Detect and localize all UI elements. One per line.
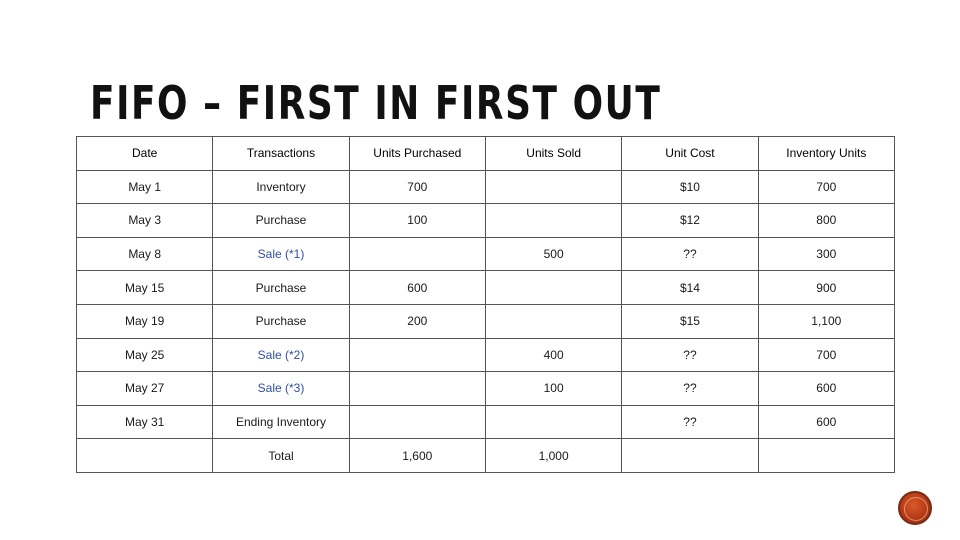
cell-inventory-units: 300: [758, 237, 894, 271]
cell-units-purchased: 200: [349, 304, 485, 338]
table-row: [77, 271, 895, 305]
table-row: [77, 204, 895, 238]
header-unit-cost: Unit Cost: [622, 137, 758, 171]
table-row: [77, 304, 895, 338]
cell-units-sold: 500: [485, 237, 621, 271]
cell-date: May 3: [77, 204, 213, 238]
cell-date: May 15: [77, 271, 213, 305]
cell-date: May 19: [77, 304, 213, 338]
cell-inventory-units: 700: [758, 170, 894, 204]
cell-units-purchased: 700: [349, 170, 485, 204]
cell-units-sold: [485, 271, 621, 305]
cell-inventory-units: 600: [758, 405, 894, 439]
cell-total-units-purchased: 1,600: [349, 439, 485, 473]
header-units-sold: Units Sold: [485, 137, 621, 171]
cell-unit-cost: ??: [622, 237, 758, 271]
cell-units-sold: 400: [485, 338, 621, 372]
cell-unit-cost: [622, 439, 758, 473]
cell-transaction-sale-link[interactable]: Sale (*2): [213, 338, 349, 372]
cell-transaction: Inventory: [213, 170, 349, 204]
cell-units-purchased: [349, 237, 485, 271]
cell-units-purchased: [349, 338, 485, 372]
cell-transaction-sale-link[interactable]: Sale (*1): [213, 237, 349, 271]
cell-date: May 1: [77, 170, 213, 204]
table-row: [77, 170, 895, 204]
cell-date: May 25: [77, 338, 213, 372]
header-transactions: Transactions: [213, 137, 349, 171]
cell-unit-cost: ??: [622, 372, 758, 406]
cell-total-label: Total: [213, 439, 349, 473]
cell-total-units-sold: 1,000: [485, 439, 621, 473]
header-inventory-units: Inventory Units: [758, 137, 894, 171]
cell-units-sold: [485, 204, 621, 238]
cell-inventory-units: [758, 439, 894, 473]
cell-inventory-units: 1,100: [758, 304, 894, 338]
cell-inventory-units: 700: [758, 338, 894, 372]
cell-unit-cost: $15: [622, 304, 758, 338]
table-header-row: [77, 137, 895, 171]
cell-transaction: Purchase: [213, 271, 349, 305]
cell-units-purchased: [349, 372, 485, 406]
cell-transaction-sale-link[interactable]: Sale (*3): [213, 372, 349, 406]
table-row: [77, 338, 895, 372]
cell-units-sold: [485, 170, 621, 204]
cell-inventory-units: 600: [758, 372, 894, 406]
cell-inventory-units: 900: [758, 271, 894, 305]
table-total-row: [77, 439, 895, 473]
cell-units-purchased: [349, 405, 485, 439]
cell-units-purchased: 100: [349, 204, 485, 238]
table-row: [77, 372, 895, 406]
cell-date: May 27: [77, 372, 213, 406]
slide-title: FIFO – FIRST IN FIRST OUT: [90, 76, 662, 130]
header-units-purchased: Units Purchased: [349, 137, 485, 171]
cell-transaction: Purchase: [213, 304, 349, 338]
cell-unit-cost: $14: [622, 271, 758, 305]
cell-units-sold: [485, 304, 621, 338]
cell-date: May 31: [77, 405, 213, 439]
cell-unit-cost: ??: [622, 338, 758, 372]
cell-unit-cost: ??: [622, 405, 758, 439]
cell-units-sold: [485, 405, 621, 439]
cell-unit-cost: $10: [622, 170, 758, 204]
cell-inventory-units: 800: [758, 204, 894, 238]
cell-date: May 8: [77, 237, 213, 271]
cell-units-purchased: 600: [349, 271, 485, 305]
cell-date: [77, 439, 213, 473]
table-row: [77, 405, 895, 439]
cell-unit-cost: $12: [622, 204, 758, 238]
header-date: Date: [77, 137, 213, 171]
cell-transaction: Ending Inventory: [213, 405, 349, 439]
red-seal-logo-icon: [898, 491, 932, 525]
table-row: [77, 237, 895, 271]
cell-transaction: Purchase: [213, 204, 349, 238]
fifo-table: [76, 136, 895, 473]
cell-units-sold: 100: [485, 372, 621, 406]
